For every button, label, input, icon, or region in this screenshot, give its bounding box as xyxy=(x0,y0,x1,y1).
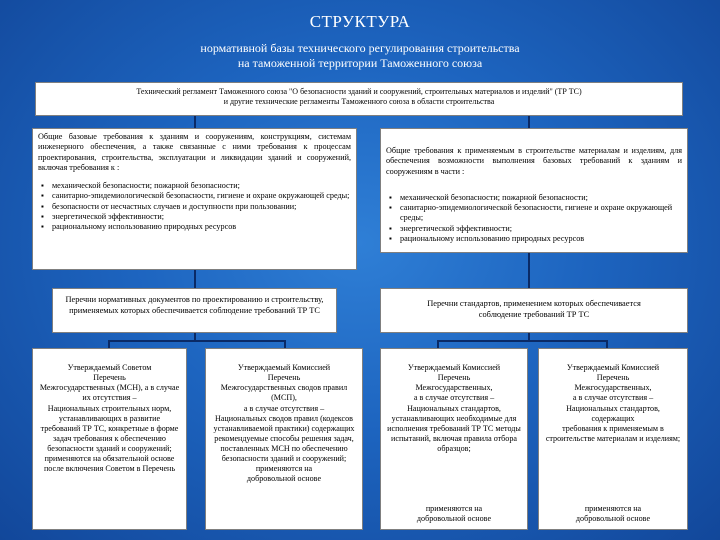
msn-list-text: Утверждаемый Советом Перечень Межгосударственных (МСН), а в случае их отсутствия – Национальных строительных норм, устанавливающих в развитие требований ТР ТС, конкретные в форме задач требования к обеспечению безопасности зданий и сооружений; применяются на обязательной основе после включения Советом в Перечень xyxy=(39,363,180,474)
material-requirements-list xyxy=(386,193,682,244)
list-item: ▪ механической безопасности; пожарной безопасности; xyxy=(400,193,682,203)
list-item: ▪ рациональному использованию природных ресурсов xyxy=(52,222,351,232)
connector-left-req-to-list xyxy=(194,270,196,288)
msn-list-box xyxy=(32,348,187,530)
normative-docs-list-box xyxy=(52,288,337,333)
material-requirements-box xyxy=(380,128,688,253)
normative-docs-list-text: Перечни нормативных документов по проектированию и строительству, применяемых которых обеспечивается соблюдение требований ТР ТС xyxy=(65,295,324,315)
connector-b2-drop xyxy=(284,340,286,348)
connector-b4-drop xyxy=(606,340,608,348)
standards-list-box xyxy=(380,288,688,333)
list-item: ▪ энергетической эффективности; xyxy=(400,224,682,234)
connector-b3-drop xyxy=(437,340,439,348)
list-item: ▪ рациональному использованию природных ресурсов xyxy=(400,234,682,244)
list-item: ▪ санитарно-эпидемиологической безопасности, гигиене и охране окружающей среды; xyxy=(400,203,682,224)
list-item: ▪ механической безопасности; пожарной безопасности; xyxy=(52,181,351,191)
connector-top-to-right xyxy=(528,116,530,128)
test-standards-list-box xyxy=(380,348,528,530)
material-requirements-intro: Общие требования к применяемым в строительстве материалам и изделиям, для обеспечения возможности выполнения базовых требований к зданиям и сооружениям в части : xyxy=(386,146,682,176)
list-item: ▪ безопасности от несчастных случаев и доступности при пользовании; xyxy=(52,202,351,212)
page-title: СТРУКТУРА xyxy=(309,12,411,31)
standards-list-text: Перечни стандартов, применением которых обеспечивается соблюдение требований ТР ТС xyxy=(427,299,641,319)
connector-left-hbar xyxy=(108,340,286,342)
connector-b1-drop xyxy=(108,340,110,348)
base-requirements-intro: Общие базовые требования к зданиям и сооружениям, конструкциям, системам инженерного обеспечения, а также связанные с ними требования к процессам проектирования, строительства, эксплуатации и ликвидации зданий и сооружений, включая требования к : xyxy=(38,132,351,172)
list-item: ▪ энергетической эффективности; xyxy=(52,212,351,222)
msp-list-text: Утверждаемый Комиссией Перечень Межгосударственных сводов правил (МСП), а в случае отсутствия – Национальных сводов правил (кодексов устанавливаемой практики) содержащих рекомендуемые способы решения задач, поставленных МСН по обеспечению безопасности зданий и сооружений; применяются на добровольной основе xyxy=(213,363,355,484)
connector-right-hbar xyxy=(437,340,608,342)
connector-right-req-to-list xyxy=(528,253,530,288)
page-subtitle-line2: на таможенной территории Таможенного союза xyxy=(237,56,483,70)
tech-regulation-line1: Технический регламент Таможенного союза "О безопасности зданий и сооружений, строительных материалов и изделий" (ТР ТС) xyxy=(136,87,582,96)
msp-list-box xyxy=(205,348,363,530)
test-standards-list-text: Утверждаемый Комиссией Перечень Межгосударственных, а в случае отсутствия – Национальных стандартов, устанавливающих необходимые для исполнения требований ТР ТС методы испытаний, включая правила отбора образцов; xyxy=(387,363,521,453)
test-standards-list-footer: применяются на добровольной основе xyxy=(416,503,492,523)
tech-regulation-line2: и другие технические регламенты Таможенного союза в области строительства xyxy=(223,97,495,106)
page-subtitle-line1: нормативной базы технического регулирования строительства xyxy=(200,41,520,55)
material-standards-list-footer: применяются на добровольной основе xyxy=(575,503,651,523)
base-requirements-list xyxy=(38,181,351,232)
list-item: ▪ санитарно-эпидемиологической безопасности, гигиене и охране окружающей среды; xyxy=(52,191,351,201)
material-standards-list-box xyxy=(538,348,688,530)
connector-top-to-left xyxy=(194,116,196,128)
tech-regulation-box xyxy=(35,82,683,116)
material-standards-list-text: Утверждаемый Комиссией Перечень Межгосударственных, а в случае отсутствия – Национальных стандартов, содержащих требования к применяемым в строительстве материалам и изделиям; xyxy=(545,363,681,443)
base-requirements-box xyxy=(32,128,357,270)
